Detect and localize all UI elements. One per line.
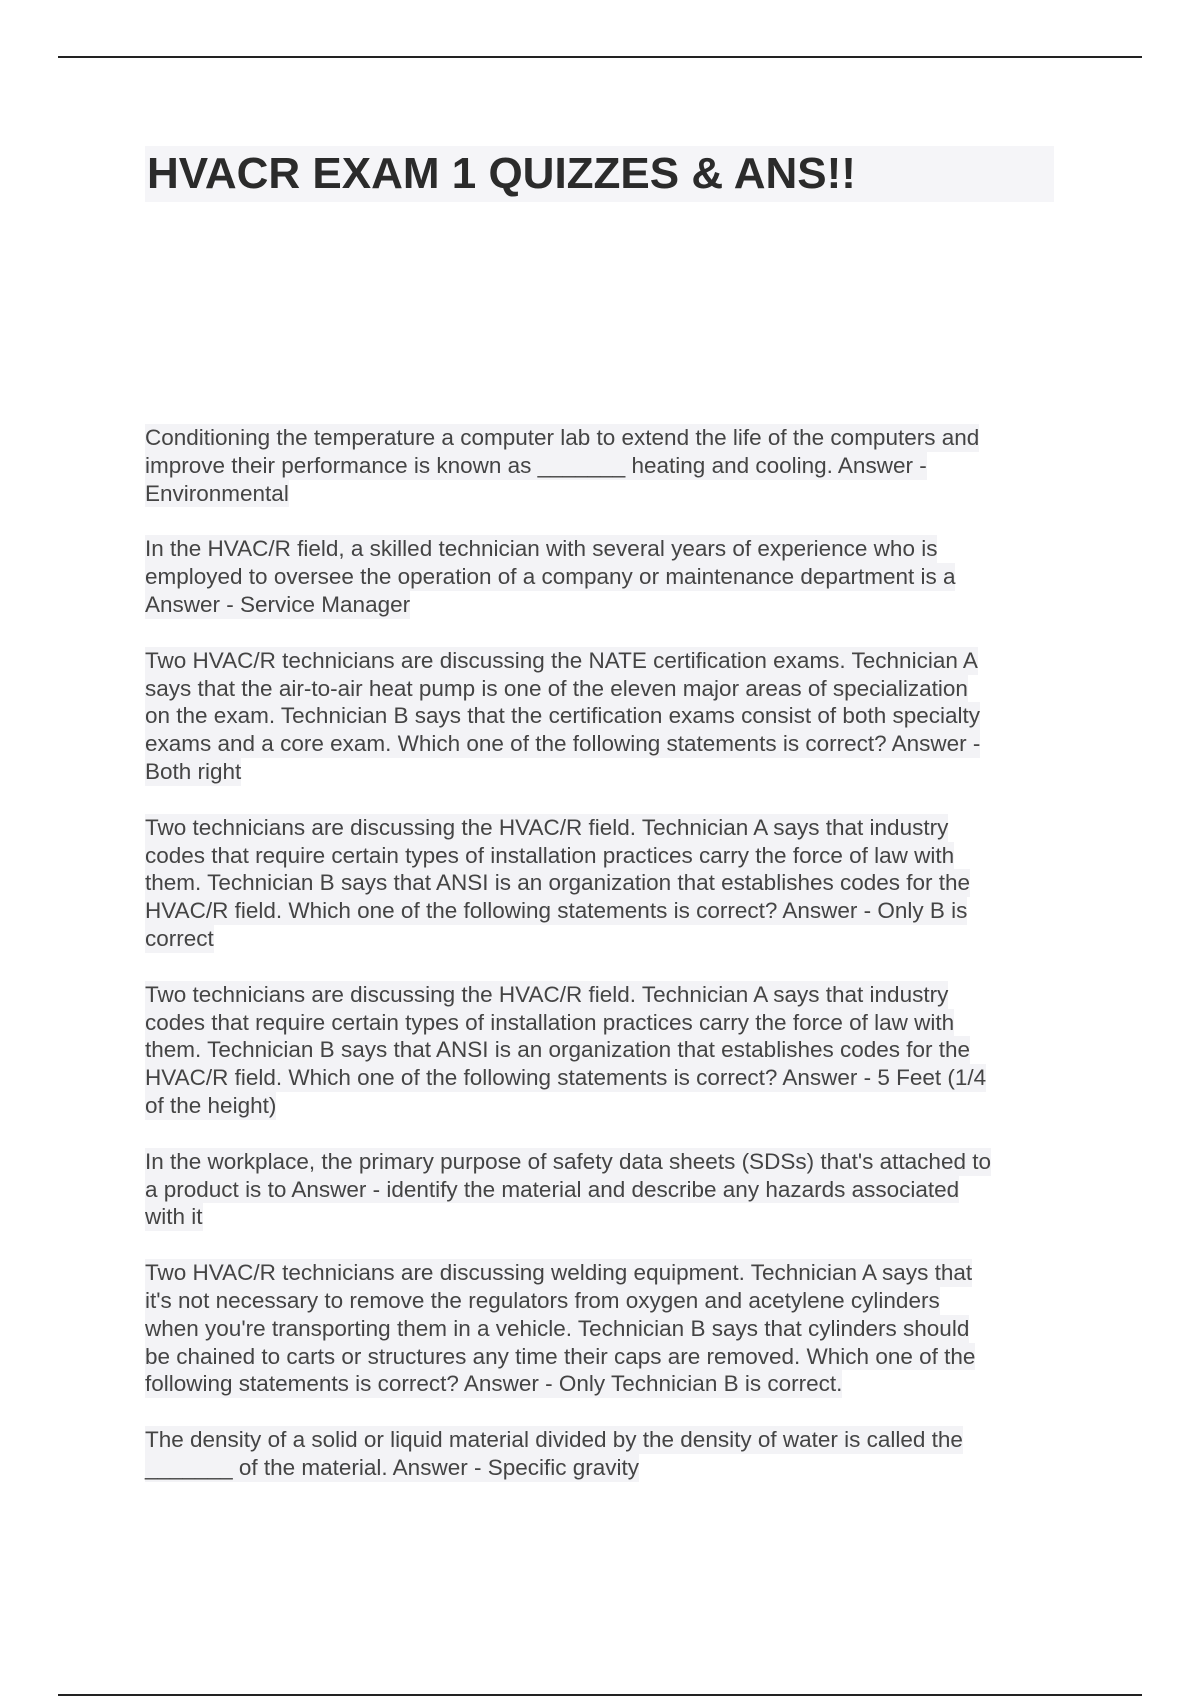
qa-item <box>145 647 1060 786</box>
qa-line: them. Technician B says that ANSI is an organization that establishes codes for the <box>145 1037 971 1063</box>
qa-item <box>145 981 1060 1120</box>
qa-line: on the exam. Technician B says that the certification exams consist of both specialty <box>145 703 981 729</box>
qa-line: In the workplace, the primary purpose of safety data sheets (SDSs) that's attached to <box>145 1148 991 1174</box>
qa-item <box>145 424 1060 507</box>
qa-line: when you're transporting them in a vehicle. Technician B says that cylinders should <box>145 1315 970 1341</box>
header-rule <box>58 56 1142 58</box>
document-title: HVACR EXAM 1 QUIZZES & ANS!! <box>147 149 856 198</box>
qa-line: Two HVAC/R technicians are discussing welding equipment. Technician A says that <box>145 1260 973 1286</box>
qa-line: improve their performance is known as _______ heating and cooling. Answer - <box>145 452 927 478</box>
qa-line: HVAC/R field. Which one of the following statements is correct? Answer - 5 Feet (1/4 <box>145 1065 987 1091</box>
qa-line: be chained to carts or structures any time their caps are removed. Which one of the <box>145 1343 976 1369</box>
footer-rule <box>58 1694 1142 1696</box>
qa-line: Conditioning the temperature a computer lab to extend the life of the computers and <box>145 425 980 450</box>
qa-line: codes that require certain types of installation practices carry the force of law with <box>145 1009 955 1035</box>
qa-line: Two technicians are discussing the HVAC/R field. Technician A says that industry <box>145 981 949 1007</box>
qa-line: In the HVAC/R field, a skilled technician with several years of experience who is <box>145 536 938 562</box>
qa-list <box>145 424 1060 1510</box>
qa-line: correct <box>145 925 214 951</box>
qa-item <box>145 1426 1060 1482</box>
qa-line: Both right <box>145 758 242 784</box>
qa-line: Two technicians are discussing the HVAC/R field. Technician A says that industry <box>145 814 949 840</box>
qa-item <box>145 814 1060 953</box>
qa-line: employed to oversee the operation of a company or maintenance department is a <box>145 564 956 590</box>
qa-line: them. Technician B says that ANSI is an organization that establishes codes for the <box>145 870 971 896</box>
qa-item <box>145 1148 1060 1231</box>
qa-line: it's not necessary to remove the regulators from oxygen and acetylene cylinders <box>145 1287 940 1313</box>
qa-item <box>145 1259 1060 1398</box>
qa-line: HVAC/R field. Which one of the following statements is correct? Answer - Only B is <box>145 898 968 924</box>
qa-line: following statements is correct? Answer - Only Technician B is correct. <box>145 1371 843 1397</box>
qa-line: The density of a solid or liquid material divided by the density of water is called the <box>145 1427 963 1453</box>
qa-line: of the height) <box>145 1092 277 1118</box>
qa-line: says that the air-to-air heat pump is one of the eleven major areas of specialization <box>145 675 968 701</box>
qa-line: Two HVAC/R technicians are discussing the NATE certification exams. Technician A <box>145 647 978 673</box>
qa-line: codes that require certain types of installation practices carry the force of law with <box>145 842 955 868</box>
qa-item <box>145 535 1060 618</box>
qa-line: with it <box>145 1204 203 1230</box>
qa-line: Answer - Service Manager <box>145 591 411 617</box>
qa-line: Environmental <box>145 480 289 506</box>
qa-line: _______ of the material. Answer - Specific gravity <box>145 1454 640 1480</box>
qa-line: a product is to Answer - identify the material and describe any hazards associated <box>145 1176 960 1202</box>
qa-line: exams and a core exam. Which one of the following statements is correct? Answer - <box>145 731 981 757</box>
title-block <box>145 146 1054 202</box>
